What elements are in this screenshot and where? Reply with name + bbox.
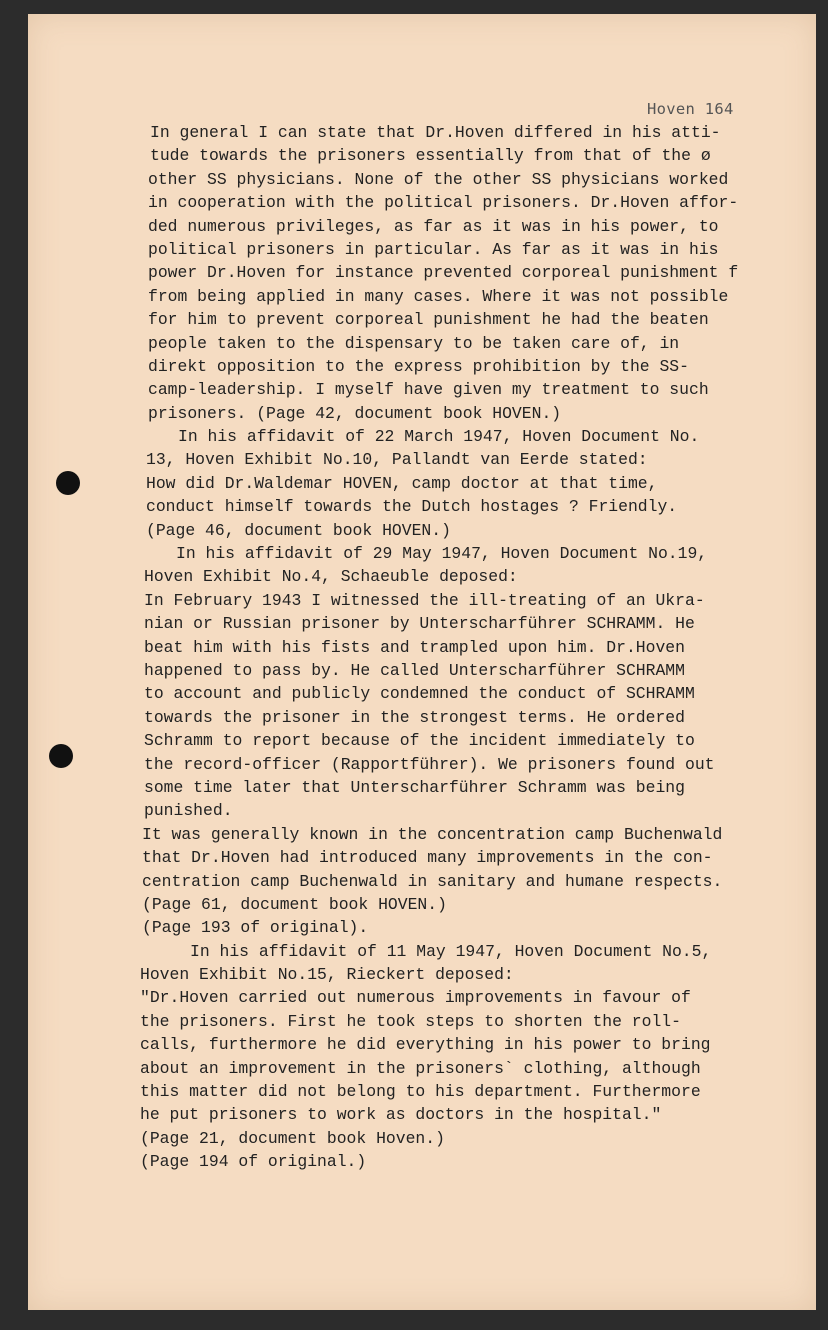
text-line: towards the prisoner in the strongest terms. He ordered <box>144 707 685 727</box>
text-line: that Dr.Hoven had introduced many improvements in the con- <box>142 848 713 868</box>
text-line: It was generally known in the concentration camp Buchenwald <box>142 824 723 844</box>
text-line: Hoven Exhibit No.15, Rieckert deposed: <box>140 965 514 985</box>
text-line: the prisoners. First he took steps to shorten the roll- <box>140 1011 681 1031</box>
text-line: the record-officer (Rapportführer). We prisoners found out <box>144 754 715 774</box>
text-line: camp-leadership. I myself have given my treatment to such <box>148 380 709 400</box>
text-line: to account and publicly condemned the conduct of SCHRAMM <box>144 684 695 704</box>
text-line: In his affidavit of 11 May 1947, Hoven Document No.5, <box>190 941 712 961</box>
text-line: beat him with his fists and trampled upon him. Dr.Hoven <box>144 637 685 657</box>
text-line: (Page 61, document book HOVEN.) <box>142 894 447 914</box>
text-line: 13, Hoven Exhibit No.10, Pallandt van Eerde stated: <box>146 450 648 470</box>
text-line: nian or Russian prisoner by Unterscharführer SCHRAMM. He <box>144 614 695 634</box>
document-body <box>140 121 790 1174</box>
text-line: tude towards the prisoners essentially from that of the ø <box>150 146 711 166</box>
text-line: power Dr.Hoven for instance prevented corporeal punishment f <box>148 263 739 283</box>
text-line: he put prisoners to work as doctors in the hospital." <box>140 1105 662 1125</box>
page-reference: Hoven 164 <box>647 100 734 118</box>
text-line: In his affidavit of 29 May 1947, Hoven Document No.19, <box>176 544 708 564</box>
text-line: about an improvement in the prisoners` clothing, although <box>140 1058 701 1078</box>
text-line: punished. <box>144 801 233 821</box>
text-line: "Dr.Hoven carried out numerous improvements in favour of <box>140 988 691 1008</box>
text-line: some time later that Unterscharführer Schramm was being <box>144 777 685 797</box>
text-line: ded numerous privileges, as far as it was in his power, to <box>148 216 719 236</box>
text-line: Schramm to report because of the incident immediately to <box>144 731 695 751</box>
text-line: (Page 21, document book Hoven.) <box>140 1128 445 1148</box>
text-line: direkt opposition to the express prohibition by the SS- <box>148 356 689 376</box>
text-line: prisoners. (Page 42, document book HOVEN.) <box>148 403 562 423</box>
text-line: (Page 194 of original.) <box>140 1152 367 1172</box>
punch-hole-top <box>56 471 80 495</box>
text-line: in cooperation with the political prisoners. Dr.Hoven affor- <box>148 193 739 213</box>
text-line: (Page 193 of original). <box>142 918 369 938</box>
text-line: centration camp Buchenwald in sanitary and humane respects. <box>142 871 723 891</box>
text-line: In his affidavit of 22 March 1947, Hoven Document No. <box>178 427 700 447</box>
text-line: Hoven Exhibit No.4, Schaeuble deposed: <box>144 567 518 587</box>
text-line: (Page 46, document book HOVEN.) <box>146 520 451 540</box>
text-line: In February 1943 I witnessed the ill-treating of an Ukra- <box>144 590 705 610</box>
text-line: people taken to the dispensary to be taken care of, in <box>148 333 680 353</box>
text-line: for him to prevent corporeal punishment he had the beaten <box>148 310 709 330</box>
punch-hole-bottom <box>49 744 73 768</box>
text-line: other SS physicians. None of the other SS physicians worked <box>148 169 729 189</box>
text-line: political prisoners in particular. As far as it was in his <box>148 239 719 259</box>
text-line: this matter did not belong to his department. Furthermore <box>140 1082 701 1102</box>
text-line: calls, furthermore he did everything in his power to bring <box>140 1035 711 1055</box>
text-line: How did Dr.Waldemar HOVEN, camp doctor at that time, <box>146 473 658 493</box>
text-line: from being applied in many cases. Where it was not possible <box>148 286 729 306</box>
text-line: conduct himself towards the Dutch hostages ? Friendly. <box>146 497 678 517</box>
text-line: happened to pass by. He called Unterscharführer SCHRAMM <box>144 660 685 680</box>
text-line: In general I can state that Dr.Hoven differed in his atti- <box>150 123 721 142</box>
